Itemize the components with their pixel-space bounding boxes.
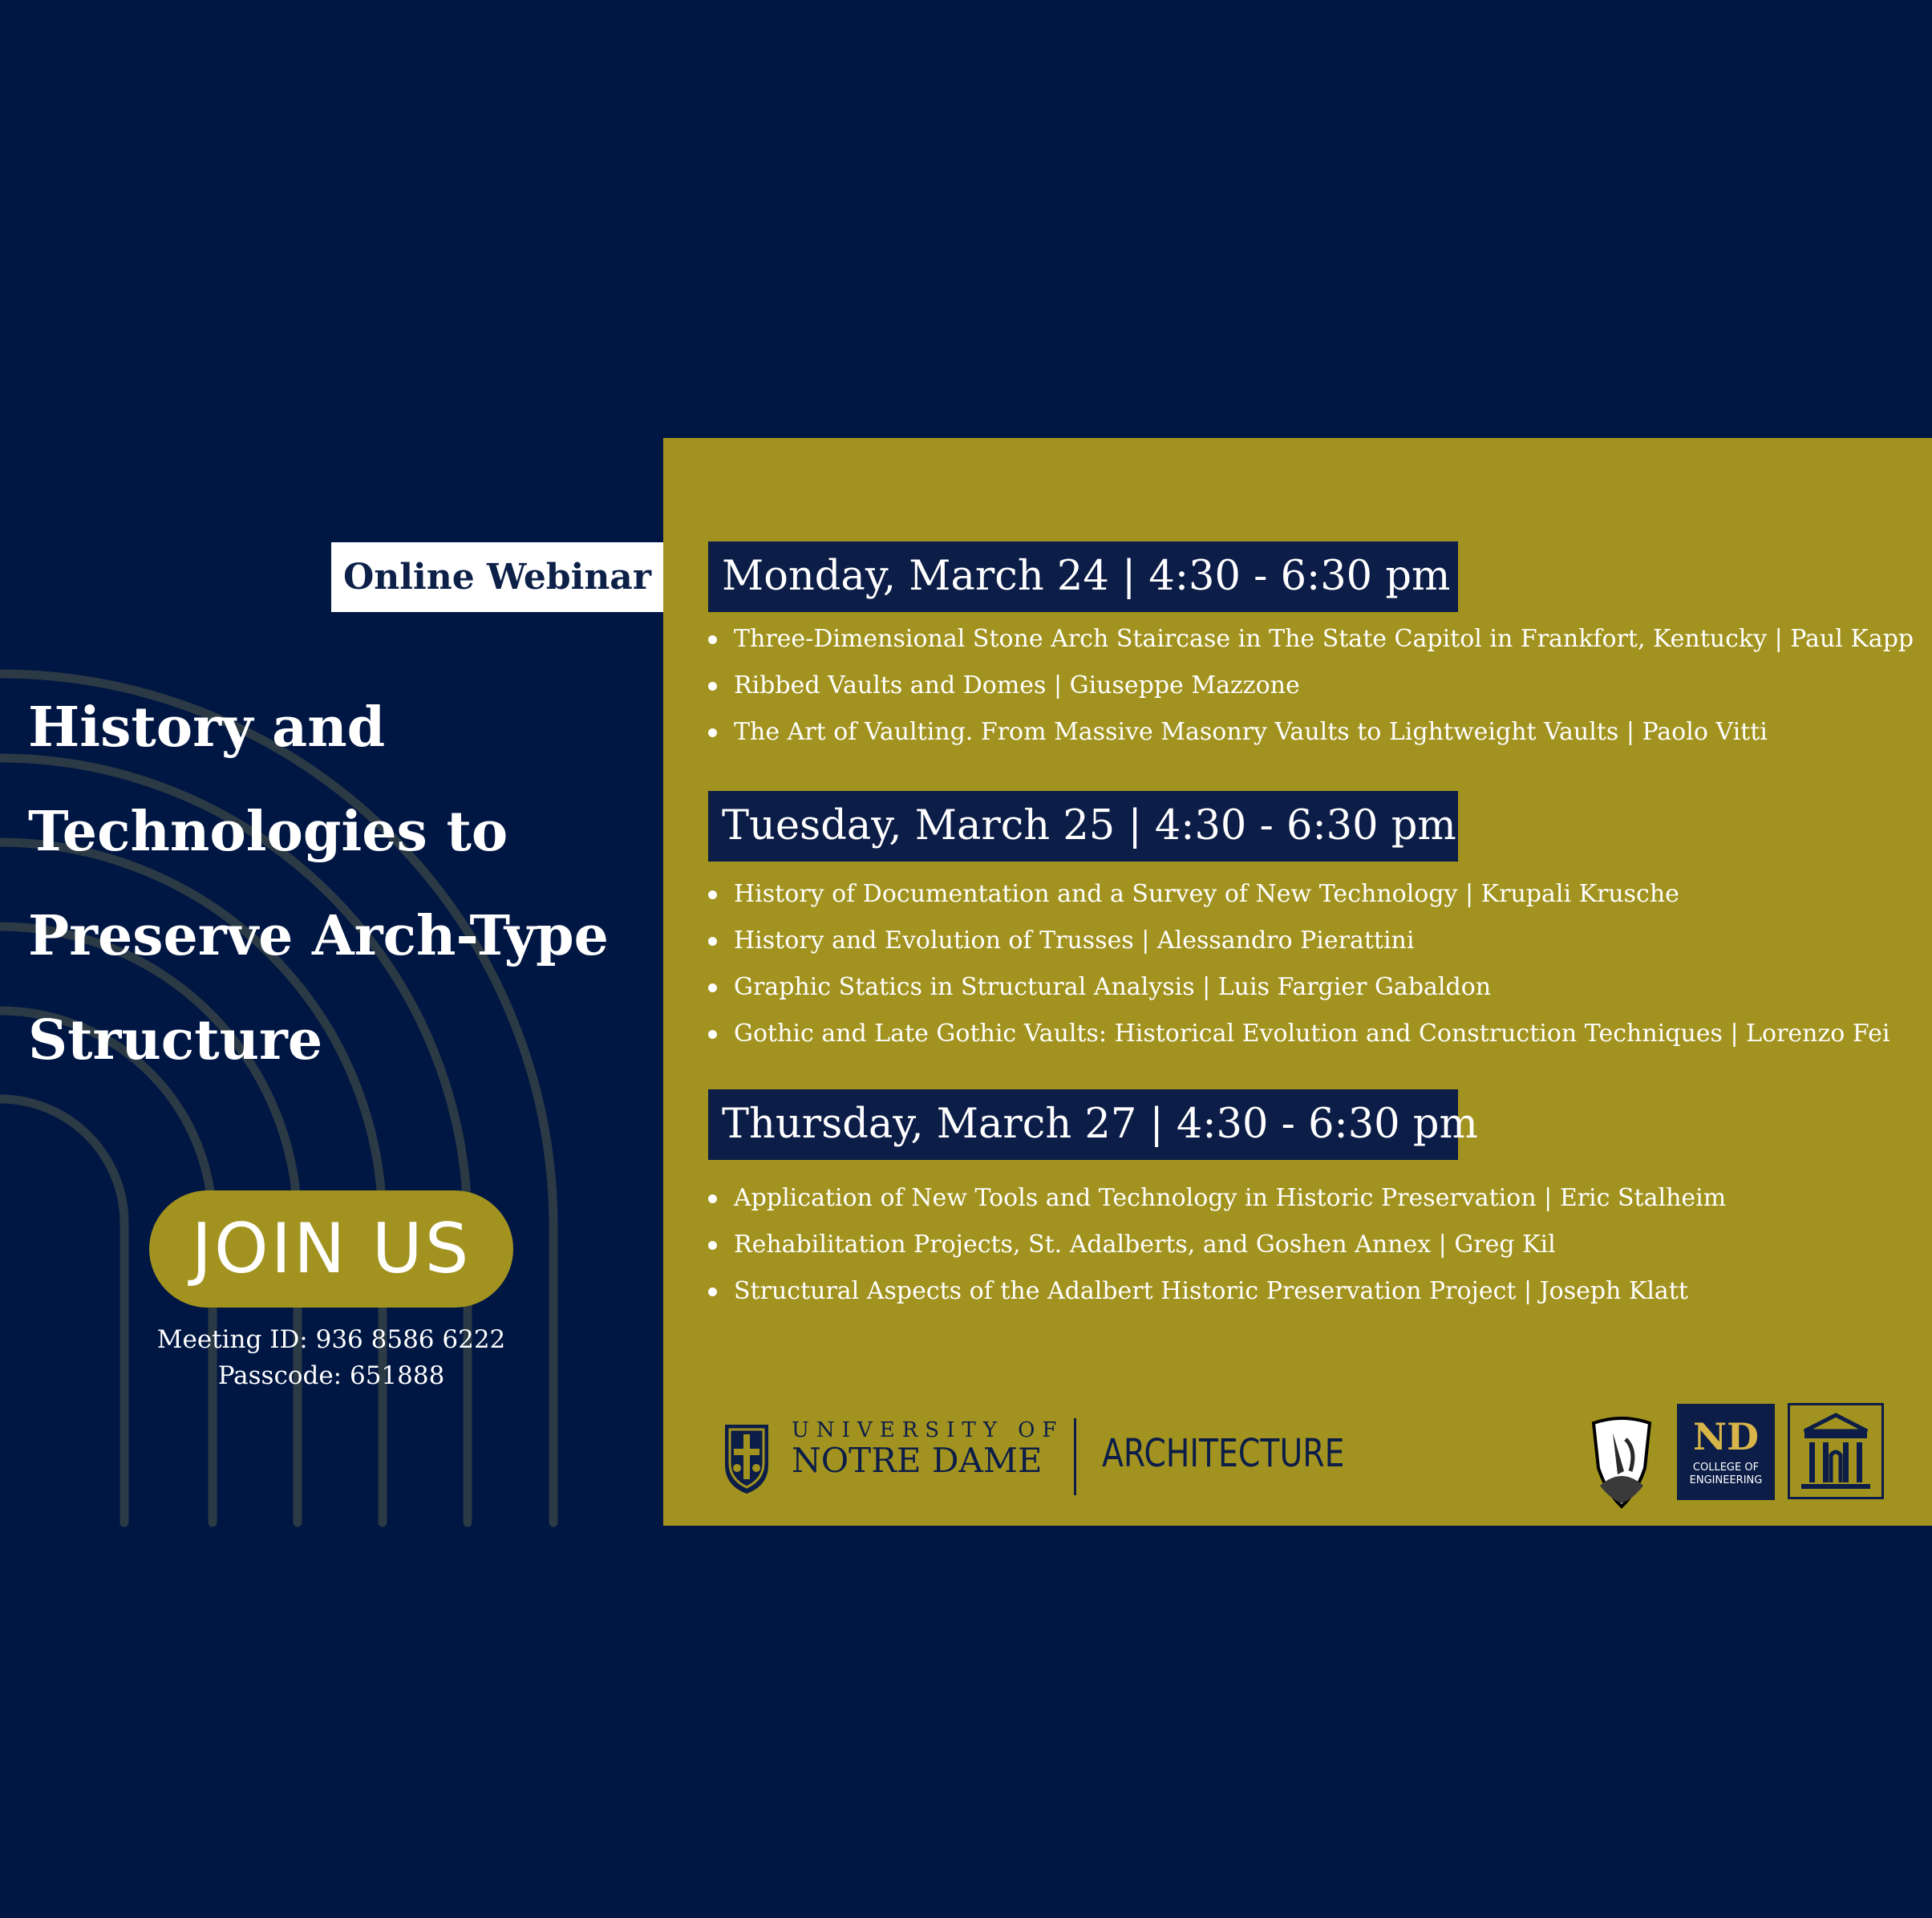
list-item: Graphic Statics in Structural Analysis | Luis Fargier Gabaldon [708, 964, 1889, 1011]
meeting-passcode: Passcode: 651888 [217, 1361, 445, 1390]
title-line: History and [28, 695, 386, 760]
coe-line: COLLEGE OF [1692, 1462, 1760, 1474]
meeting-info [128, 1322, 534, 1394]
title-line: Structure [28, 1008, 323, 1073]
notre-dame-logo [723, 1417, 1064, 1505]
online-webinar-tag: Online Webinar [331, 542, 663, 612]
nd-logo-top-text: UNIVERSITY OF [792, 1418, 1064, 1442]
list-item: Application of New Tools and Technology in Historic Preservation | Eric Stalheim [708, 1175, 1726, 1222]
list-item: Structural Aspects of the Adalbert Historic Preservation Project | Joseph Klatt [708, 1268, 1726, 1315]
nd-shield-icon [723, 1421, 771, 1495]
list-item: History of Documentation and a Survey of New Technology | Krupali Krusche [708, 871, 1889, 918]
list-item: Three-Dimensional Stone Arch Staircase in The State Capitol in Frankfort, Kentucky | Paul Kapp [708, 616, 1914, 663]
coe-line: ENGINEERING [1689, 1474, 1763, 1486]
meeting-id: Meeting ID: 936 8586 6222 [156, 1325, 506, 1354]
join-us-button[interactable]: JOIN US [149, 1190, 513, 1308]
nd-monogram-icon: ND [1693, 1415, 1759, 1458]
list-item: Gothic and Late Gothic Vaults: Historical Evolution and Construction Techniques | Lorenzo Fei [708, 1011, 1889, 1057]
talk-list-tuesday [708, 871, 1889, 1057]
day-heading-tuesday: Tuesday, March 25 | 4:30 - 6:30 pm [708, 791, 1458, 862]
talk-list-monday [708, 616, 1914, 756]
coe-label [1677, 1462, 1775, 1487]
temple-columns-logo [1788, 1403, 1884, 1499]
list-item: Ribbed Vaults and Domes | Giuseppe Mazzone [708, 663, 1914, 709]
day-heading-monday: Monday, March 24 | 4:30 - 6:30 pm [708, 541, 1458, 612]
title-line: Technologies to [28, 800, 508, 864]
title-line: Preserve Arch-Type [28, 904, 609, 968]
nd-logo-bottom-text: NOTRE DAME [792, 1441, 1043, 1480]
list-item: Rehabilitation Projects, St. Adalberts, and Goshen Annex | Greg Kil [708, 1222, 1726, 1268]
schedule-panel [663, 438, 1932, 1526]
temple-icon [1790, 1405, 1881, 1497]
architecture-label: ARCHITECTURE [1102, 1431, 1345, 1476]
list-item: History and Evolution of Trusses | Alessandro Pierattini [708, 918, 1889, 964]
college-of-engineering-logo [1677, 1404, 1775, 1500]
national-park-service-icon [1589, 1415, 1655, 1510]
logo-divider [1074, 1418, 1076, 1495]
talk-list-thursday [708, 1175, 1726, 1315]
list-item: The Art of Vaulting. From Massive Masonry Vaults to Lightweight Vaults | Paolo Vitti [708, 709, 1914, 756]
event-title [28, 675, 662, 1093]
day-heading-thursday: Thursday, March 27 | 4:30 - 6:30 pm [708, 1089, 1458, 1160]
